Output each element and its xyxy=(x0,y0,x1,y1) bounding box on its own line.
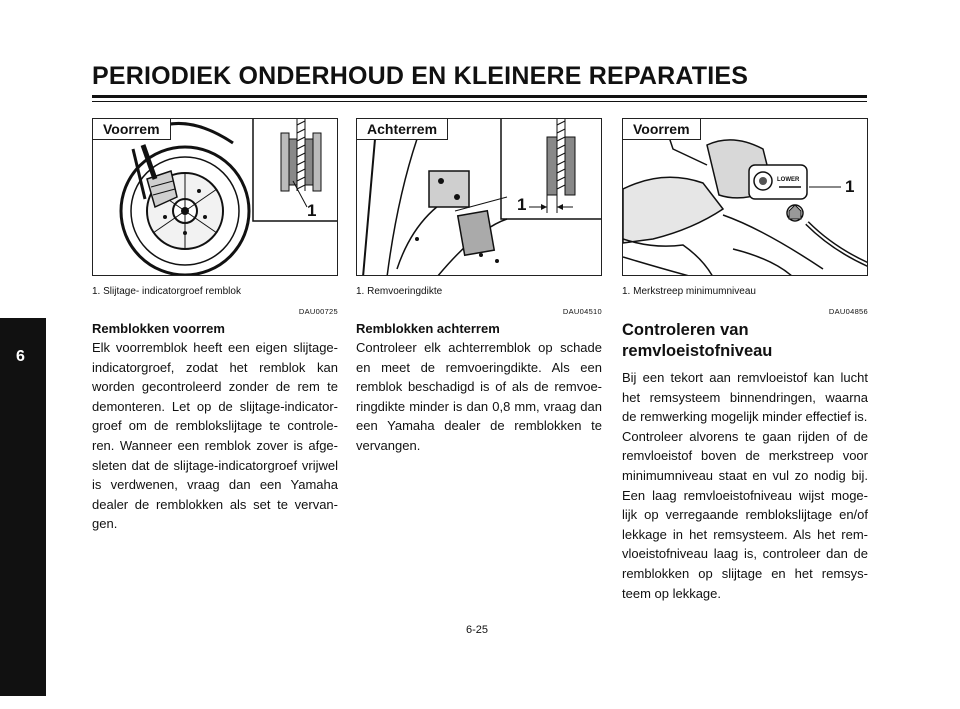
section-body xyxy=(622,368,868,603)
section-heading: Remblokken voorrem xyxy=(92,321,225,336)
lower-mark-text: LOWER xyxy=(777,177,800,183)
page-number: 6-25 xyxy=(466,624,489,636)
figure-caption: 1. Merkstreep minimumniveau xyxy=(622,286,756,297)
reference-code: DAU04510 xyxy=(562,307,602,316)
figure-label: Achterrem xyxy=(357,119,448,140)
column-rear-brake-pads xyxy=(356,118,602,456)
page-title: PERIODIEK ONDERHOUD EN KLEINERE REPARATIES xyxy=(92,62,749,90)
paragraph: Elk voorremblok heeft een eigen slijtage-indicatorgroef, zodat het remblok kan worden gecontroleerd zonder de rem te demonteren. Let op de slijtage-indicator-groef om de remblokslijtage te controle-ren. Wanneer een remblok zover is afge-sleten dat de slijtage-indicatorgroef vrijwel is verdwenen, vraag dan een Yamaha dealer de remblokken als set te vervan-gen. xyxy=(92,340,338,532)
section-heading: Controleren van remvloeistofniveau xyxy=(622,321,773,360)
section-heading: Remblokken achterrem xyxy=(356,321,500,336)
section-body xyxy=(92,338,338,534)
reservoir-illustration xyxy=(623,119,868,276)
callout-number: 1 xyxy=(517,195,527,214)
header-rule xyxy=(92,95,867,98)
figure-label: Voorrem xyxy=(623,119,701,140)
column-brake-fluid-level xyxy=(622,118,868,603)
paragraph: Bij een tekort aan remvloeistof kan lucht het remsysteem binnendringen, waarna de remwerking mogelijk minder effectief is. xyxy=(622,370,868,425)
callout-number: 1 xyxy=(845,177,855,196)
figure-front-brake xyxy=(92,118,338,276)
rear-brake-illustration xyxy=(357,119,602,276)
reference-code: DAU04856 xyxy=(828,307,868,316)
column-front-brake-pads xyxy=(92,118,338,534)
header-rule-thin xyxy=(92,101,867,102)
chapter-tab xyxy=(0,318,46,696)
figure-caption: 1. Slijtage- indicatorgroef remblok xyxy=(92,286,241,297)
callout-number: 1 xyxy=(307,201,317,220)
paragraph: Controleer elk achterremblok op schade en meet de remvoeringdikte. Als een remblok beschadigd is of als de remvoe-ringdikte minder is dan 0,8 mm, vraag dan een Yamaha dealer de remblokken te vervangen. xyxy=(356,340,602,453)
figure-label: Voorrem xyxy=(93,119,171,140)
figure-caption: 1. Remvoeringdikte xyxy=(356,286,443,297)
reference-code: DAU00725 xyxy=(298,307,338,316)
section-body xyxy=(356,338,602,456)
figure-rear-brake xyxy=(356,118,602,276)
front-brake-illustration xyxy=(93,119,338,276)
paragraph: Controleer alvorens te gaan rijden of de remvloeistof boven de merkstreep voor minimumniveau staat en vul zo nodig bij. Een laag remvloeistofniveau wijst moge-lijk op verregaande remblokslijtage en/of lekkage in het remsysteem. Als het rem-vloeistofniveau laag is, controleer dan de remblokken op slijtage en het remsys-teem op lekkage. xyxy=(622,428,868,601)
figure-brake-fluid xyxy=(622,118,868,276)
chapter-number: 6 xyxy=(16,348,25,365)
